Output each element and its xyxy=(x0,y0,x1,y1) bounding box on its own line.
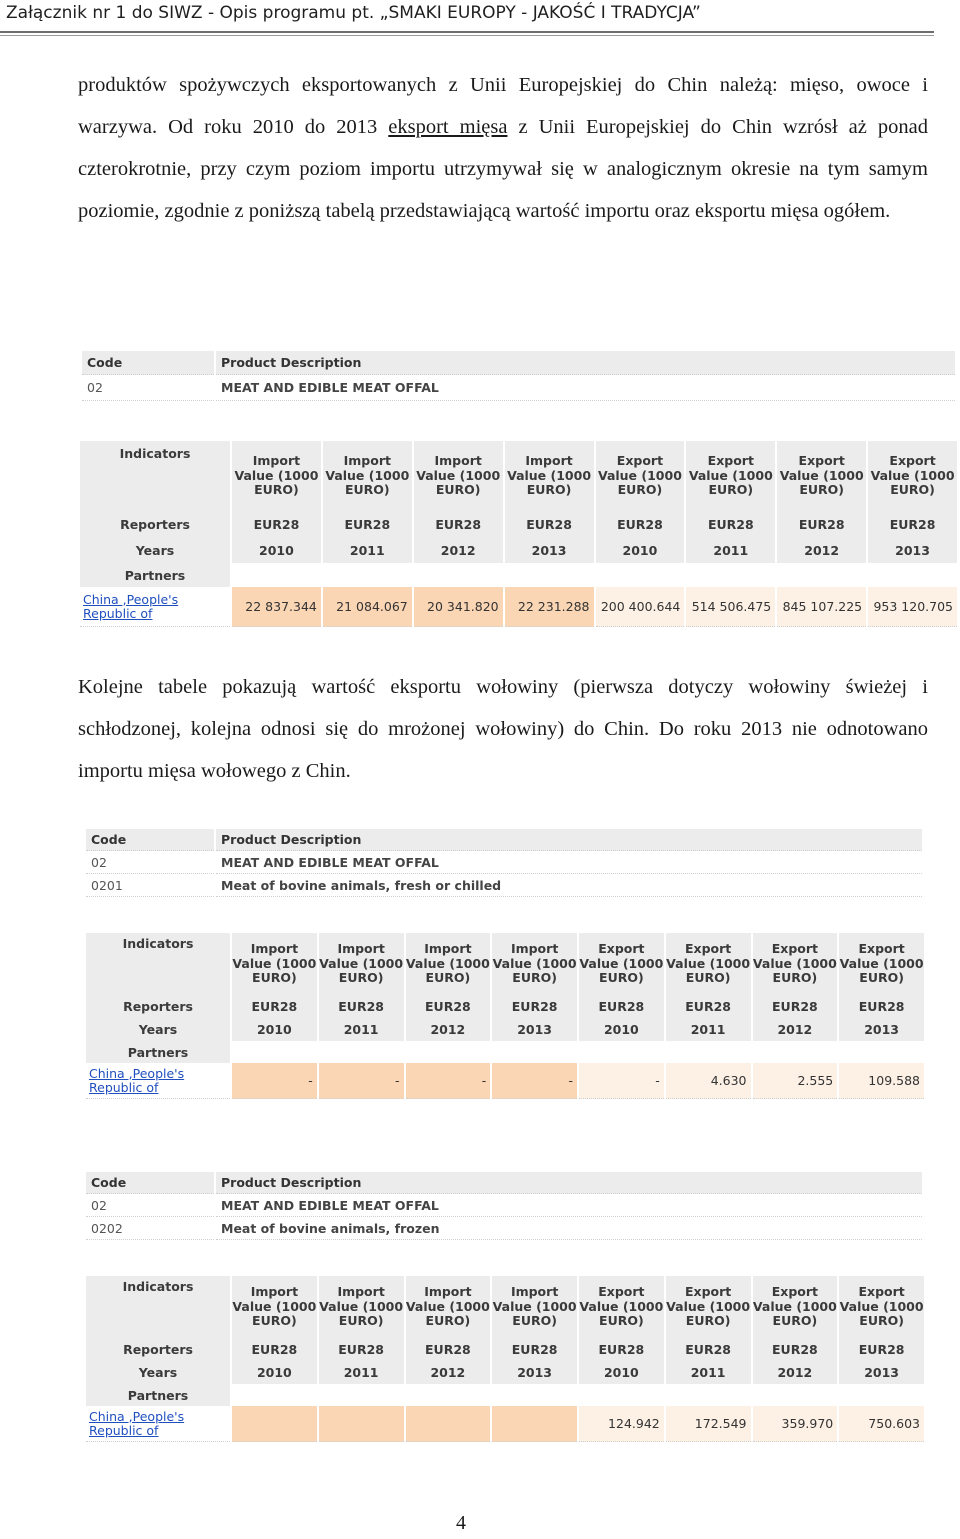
year-cell: 2012 xyxy=(406,1018,491,1041)
year-cell: 2011 xyxy=(686,537,775,563)
indicator-cell: Export Value (1000 EURO) xyxy=(868,441,957,511)
description-cell: Meat of bovine animals, frozen xyxy=(216,1217,922,1240)
reporter-cell: EUR28 xyxy=(753,1338,838,1361)
description-cell: Meat of bovine animals, fresh or chilled xyxy=(216,874,922,897)
reporters-label: Reporters xyxy=(80,511,230,537)
indicator-cell: Import Value (1000 EURO) xyxy=(492,1276,577,1338)
value-cell: 2.555 xyxy=(753,1063,838,1099)
indicator-cell: Import Value (1000 EURO) xyxy=(505,441,594,511)
reporters-label: Reporters xyxy=(86,995,230,1018)
document-header: Załącznik nr 1 do SIWZ - Opis programu pt. „SMAKI EUROPY - JAKOŚĆ I TRADYCJA” xyxy=(6,3,701,23)
beef-paragraph: Kolejne tabele pokazują wartość eksportu wołowiny (pierwsza dotyczy wołowiny świeżej i schłodzonej, kolejna odnosi się do mrożonej wołowiny) do Chin. Do roku 2013 nie odnotowano importu mięsa wołowego z Chin. xyxy=(78,676,928,782)
indicator-cell: Export Value (1000 EURO) xyxy=(753,1276,838,1338)
data-table-1 xyxy=(78,441,959,627)
value-cell: - xyxy=(232,1063,317,1099)
reporter-cell: EUR28 xyxy=(232,995,317,1018)
year-cell: 2011 xyxy=(666,1018,751,1041)
years-label: Years xyxy=(86,1361,230,1384)
indicator-cell: Import Value (1000 EURO) xyxy=(319,1276,404,1338)
year-cell: 2012 xyxy=(753,1361,838,1384)
indicator-cell: Export Value (1000 EURO) xyxy=(777,441,866,511)
year-cell: 2013 xyxy=(839,1361,924,1384)
reporter-cell: EUR28 xyxy=(777,511,866,537)
reporter-cell: EUR28 xyxy=(868,511,957,537)
year-cell: 2012 xyxy=(753,1018,838,1041)
reporter-cell: EUR28 xyxy=(406,1338,491,1361)
code-header: Code xyxy=(82,351,214,375)
code-table-2 xyxy=(84,829,924,897)
indicator-cell: Export Value (1000 EURO) xyxy=(579,1276,664,1338)
code-cell: 02 xyxy=(86,851,214,874)
value-cell: 514 506.475 xyxy=(686,587,775,627)
year-cell: 2012 xyxy=(414,537,503,563)
reporter-cell: EUR28 xyxy=(232,1338,317,1361)
reporter-cell: EUR28 xyxy=(839,995,924,1018)
reporter-cell: EUR28 xyxy=(666,995,751,1018)
year-cell: 2010 xyxy=(579,1018,664,1041)
value-cell: 21 084.067 xyxy=(323,587,412,627)
header-rule-thin xyxy=(0,35,934,36)
indicator-cell: Export Value (1000 EURO) xyxy=(666,1276,751,1338)
reporter-cell: EUR28 xyxy=(686,511,775,537)
partners-label: Partners xyxy=(86,1041,230,1063)
years-label: Years xyxy=(86,1018,230,1041)
year-cell: 2011 xyxy=(666,1361,751,1384)
indicator-cell: Export Value (1000 EURO) xyxy=(839,1276,924,1338)
reporter-cell: EUR28 xyxy=(579,1338,664,1361)
data-table-3 xyxy=(84,1276,926,1442)
reporter-cell: EUR28 xyxy=(596,511,685,537)
value-cell: 124.942 xyxy=(579,1406,664,1442)
code-cell: 02 xyxy=(86,1194,214,1217)
code-cell: 02 xyxy=(82,375,214,401)
value-cell: 359.970 xyxy=(753,1406,838,1442)
year-cell: 2013 xyxy=(492,1018,577,1041)
reporter-cell: EUR28 xyxy=(839,1338,924,1361)
year-cell: 2010 xyxy=(232,537,321,563)
partners-blank xyxy=(232,1384,924,1406)
reporter-cell: EUR28 xyxy=(492,1338,577,1361)
reporter-cell: EUR28 xyxy=(414,511,503,537)
description-header: Product Description xyxy=(216,829,922,851)
indicator-cell: Export Value (1000 EURO) xyxy=(666,933,751,995)
indicator-cell: Import Value (1000 EURO) xyxy=(232,1276,317,1338)
indicator-cell: Import Value (1000 EURO) xyxy=(492,933,577,995)
value-cell xyxy=(492,1406,577,1442)
reporter-cell: EUR28 xyxy=(492,995,577,1018)
reporter-cell: EUR28 xyxy=(319,995,404,1018)
value-cell: - xyxy=(579,1063,664,1099)
year-cell: 2010 xyxy=(232,1018,317,1041)
reporter-cell: EUR28 xyxy=(666,1338,751,1361)
reporter-cell: EUR28 xyxy=(505,511,594,537)
description-cell: MEAT AND EDIBLE MEAT OFFAL xyxy=(216,1194,922,1217)
code-table-1 xyxy=(80,351,957,401)
indicator-cell: Import Value (1000 EURO) xyxy=(232,441,321,511)
indicator-cell: Export Value (1000 EURO) xyxy=(753,933,838,995)
reporter-cell: EUR28 xyxy=(579,995,664,1018)
description-header: Product Description xyxy=(216,351,955,375)
indicators-label: Indicators xyxy=(86,1276,230,1338)
value-cell: 20 341.820 xyxy=(414,587,503,627)
value-cell: 953 120.705 xyxy=(868,587,957,627)
underlined-phrase: eksport mięsa xyxy=(388,116,508,138)
value-cell xyxy=(232,1406,317,1442)
year-cell: 2010 xyxy=(596,537,685,563)
years-label: Years xyxy=(80,537,230,563)
year-cell: 2012 xyxy=(406,1361,491,1384)
value-cell: 4.630 xyxy=(666,1063,751,1099)
indicator-cell: Import Value (1000 EURO) xyxy=(406,933,491,995)
intro-text-2: z Unii Europejskiej do Chin wzrósł aż ponad czterokrotnie, przy czym poziom importu utrzymywał się w analogicznym okresie na tym samym poziomie, zgodnie z poniższą tabelą przedstawiającą wartość importu oraz eksportu mięsa ogółem. xyxy=(78,116,928,222)
page-number: 4 xyxy=(456,1512,466,1534)
year-cell: 2010 xyxy=(579,1361,664,1384)
reporter-cell: EUR28 xyxy=(406,995,491,1018)
year-cell: 2011 xyxy=(323,537,412,563)
value-cell xyxy=(406,1406,491,1442)
indicator-cell: Import Value (1000 EURO) xyxy=(414,441,503,511)
partner-link[interactable]: China ,People's Republic of xyxy=(86,1406,230,1442)
year-cell: 2013 xyxy=(839,1018,924,1041)
value-cell: 845 107.225 xyxy=(777,587,866,627)
year-cell: 2011 xyxy=(319,1018,404,1041)
indicator-cell: Export Value (1000 EURO) xyxy=(579,933,664,995)
data-table-2 xyxy=(84,933,926,1099)
value-cell: 200 400.644 xyxy=(596,587,685,627)
value-cell: 22 231.288 xyxy=(505,587,594,627)
indicators-label: Indicators xyxy=(80,441,230,511)
indicator-cell: Import Value (1000 EURO) xyxy=(406,1276,491,1338)
value-cell: 750.603 xyxy=(839,1406,924,1442)
year-cell: 2010 xyxy=(232,1361,317,1384)
value-cell: - xyxy=(492,1063,577,1099)
year-cell: 2013 xyxy=(505,537,594,563)
year-cell: 2012 xyxy=(777,537,866,563)
value-cell: 172.549 xyxy=(666,1406,751,1442)
indicator-cell: Import Value (1000 EURO) xyxy=(232,933,317,995)
indicator-cell: Export Value (1000 EURO) xyxy=(839,933,924,995)
partners-blank xyxy=(232,1041,924,1063)
description-cell: MEAT AND EDIBLE MEAT OFFAL xyxy=(216,851,922,874)
reporter-cell: EUR28 xyxy=(319,1338,404,1361)
intro-paragraph xyxy=(78,64,928,232)
year-cell: 2013 xyxy=(868,537,957,563)
code-cell: 0201 xyxy=(86,874,214,897)
code-table-3 xyxy=(84,1172,924,1240)
code-cell: 0202 xyxy=(86,1217,214,1240)
intro-text-1: produktów spożywczych eksportowanych z Unii Europejskiej do Chin należą: mięso, owoce i warzywa. Od roku 2010 do 2013 xyxy=(78,74,928,138)
value-cell: - xyxy=(406,1063,491,1099)
indicator-cell: Export Value (1000 EURO) xyxy=(686,441,775,511)
partner-link[interactable]: China ,People's Republic of xyxy=(80,587,230,627)
description-cell: MEAT AND EDIBLE MEAT OFFAL xyxy=(216,375,955,401)
indicator-cell: Export Value (1000 EURO) xyxy=(596,441,685,511)
value-cell: - xyxy=(319,1063,404,1099)
indicators-label: Indicators xyxy=(86,933,230,995)
reporter-cell: EUR28 xyxy=(323,511,412,537)
partner-link[interactable]: China ,People's Republic of xyxy=(86,1063,230,1099)
reporters-label: Reporters xyxy=(86,1338,230,1361)
indicator-cell: Import Value (1000 EURO) xyxy=(323,441,412,511)
partners-label: Partners xyxy=(86,1384,230,1406)
year-cell: 2013 xyxy=(492,1361,577,1384)
header-rule xyxy=(0,31,934,33)
code-header: Code xyxy=(86,829,214,851)
reporter-cell: EUR28 xyxy=(232,511,321,537)
indicator-cell: Import Value (1000 EURO) xyxy=(319,933,404,995)
value-cell xyxy=(319,1406,404,1442)
reporter-cell: EUR28 xyxy=(753,995,838,1018)
code-header: Code xyxy=(86,1172,214,1194)
description-header: Product Description xyxy=(216,1172,922,1194)
partners-blank xyxy=(232,563,957,587)
year-cell: 2011 xyxy=(319,1361,404,1384)
partners-label: Partners xyxy=(80,563,230,587)
value-cell: 22 837.344 xyxy=(232,587,321,627)
value-cell: 109.588 xyxy=(839,1063,924,1099)
